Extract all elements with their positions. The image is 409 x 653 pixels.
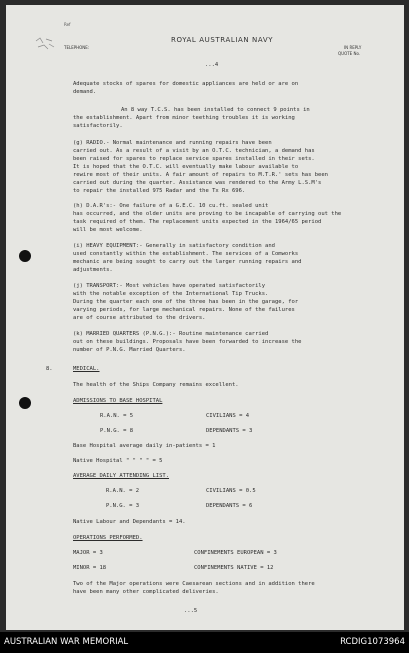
pencil-mark — [34, 35, 56, 53]
item-line: will be most welcome. — [73, 227, 143, 233]
body-line: Adequate stocks of spares for domestic appliances are held or are on — [73, 81, 299, 87]
item-line: used constantly within the establishment. The services of a Comworks — [73, 251, 299, 257]
closing-line: Two of the Major operations were Caesarean sections and in addition there — [73, 581, 315, 587]
native-labour: Native Labour and Dependants = 14. — [73, 519, 186, 525]
item-line: During the quarter each one of the three has been in the garage, for — [73, 299, 299, 305]
admissions-heading: ADMISSIONS TO BASE HOSPITAL — [73, 398, 163, 404]
section-number: 8. — [46, 366, 53, 372]
next-page-marker: ...5 — [184, 608, 198, 614]
item-line: (i) HEAVY EQUIPMENT:- Generally in satisfactory condition and — [73, 243, 275, 249]
attending-png: P.N.G. = 3 — [106, 503, 140, 509]
item-line: (j) TRANSPORT:- Most vehicles have operated satisfactorily — [73, 283, 266, 289]
item-line: rewire most of their units. A fair amount of repairs to M.T.R.' sets has been — [73, 172, 328, 178]
body-line: the establishment. Apart from minor teething troubles it is working — [73, 115, 295, 121]
body-line: demand. — [73, 89, 97, 95]
item-line: been raised for spares to replace service spares installed in their sets. — [73, 156, 315, 162]
reply-stamp: Ref — [64, 22, 71, 27]
attending-civilians: CIVILIANS = 0.5 — [206, 488, 256, 494]
item-line: to repair the installed 975 Radar and the Tx Rx 696. — [73, 188, 246, 194]
item-line: are of course attributed to the drivers. — [73, 315, 206, 321]
attending-ran: R.A.N. = 2 — [106, 488, 140, 494]
operations-major: MAJOR = 3 — [73, 550, 103, 556]
confinements-european: CONFINEMENTS EUROPEAN = 3 — [194, 550, 277, 556]
item-line: (h) D.A.R's:- One failure of a G.E.C. 10 cu.ft. sealed unit — [73, 203, 269, 209]
closing-line: have been many other complicated deliveries. — [73, 589, 219, 595]
admissions-dependants: DEPENDANTS = 3 — [206, 428, 253, 434]
admissions-png: P.N.G. = 8 — [100, 428, 134, 434]
item-line: (g) RADIO.- Normal maintenance and running repairs have been — [73, 140, 272, 146]
item-line: (k) MARRIED QUARTERS (P.N.G.):- Routine maintenance carried — [73, 331, 269, 337]
body-line: satisfactorily. — [73, 123, 123, 129]
item-line: carried out. As a result of a visit by an O.T.C. technician, a demand has — [73, 148, 315, 154]
item-line: out on these buildings. Proposals have been forwarded to increase the — [73, 339, 302, 345]
item-line: with the notable exception of the International Tip Trucks. — [73, 291, 269, 297]
operations-minor: MINOR = 18 — [73, 565, 107, 571]
footer-reference: RCDIG1073964 — [340, 637, 405, 647]
item-line: mechanic are being sought to carry out the larger running repairs and — [73, 259, 302, 265]
admissions-ran: R.A.N. = 5 — [100, 413, 134, 419]
item-line: number of P.N.G. Married Quarters. — [73, 347, 186, 353]
item-line: varying periods, for large mechanical repairs. None of the failures — [73, 307, 295, 313]
attending-dependants: DEPENDANTS = 6 — [206, 503, 253, 509]
admissions-civilians: CIVILIANS = 4 — [206, 413, 250, 419]
confinements-native: CONFINEMENTS NATIVE = 12 — [194, 565, 274, 571]
medical-heading: MEDICAL. — [73, 366, 100, 372]
archive-footer — [0, 632, 409, 653]
base-hospital-average: Base Hospital average daily in-patients = 1 — [73, 443, 216, 449]
item-line: task required of them. The replacement units expected in the 1964/65 period — [73, 219, 322, 225]
item-line: has occurred, and the older units are proving to be incapable of carrying out the — [73, 211, 342, 217]
in-reply-label: IN REPLY — [344, 45, 362, 50]
medical-health: The health of the Ships Company remains excellent. — [73, 382, 239, 388]
telephone-label: TELEPHONE: — [64, 45, 90, 50]
punch-hole — [19, 397, 31, 409]
native-hospital-average: Native Hospital " " " " = 5 — [73, 458, 163, 464]
item-line: carried out during the quarter. Assistance was rendered to the Army L.S.M's — [73, 180, 322, 186]
letterhead-title: ROYAL AUSTRALIAN NAVY — [171, 36, 274, 44]
page-marker: ...4 — [205, 62, 219, 68]
punch-hole — [19, 250, 31, 262]
item-line: It is hoped that the O.T.C. will eventually make labour available to — [73, 164, 299, 170]
document-page — [6, 5, 404, 630]
item-line: adjustments. — [73, 267, 113, 273]
body-line: An 8 way T.C.S. has been installed to connect 9 points in — [121, 107, 310, 113]
attending-heading: AVERAGE DAILY ATTENDING LIST. — [73, 473, 170, 479]
footer-source: AUSTRALIAN WAR MEMORIAL — [4, 637, 129, 647]
operations-heading: OPERATIONS PERFORMED. — [73, 535, 143, 541]
quote-no-label: QUOTE No. — [338, 51, 361, 56]
